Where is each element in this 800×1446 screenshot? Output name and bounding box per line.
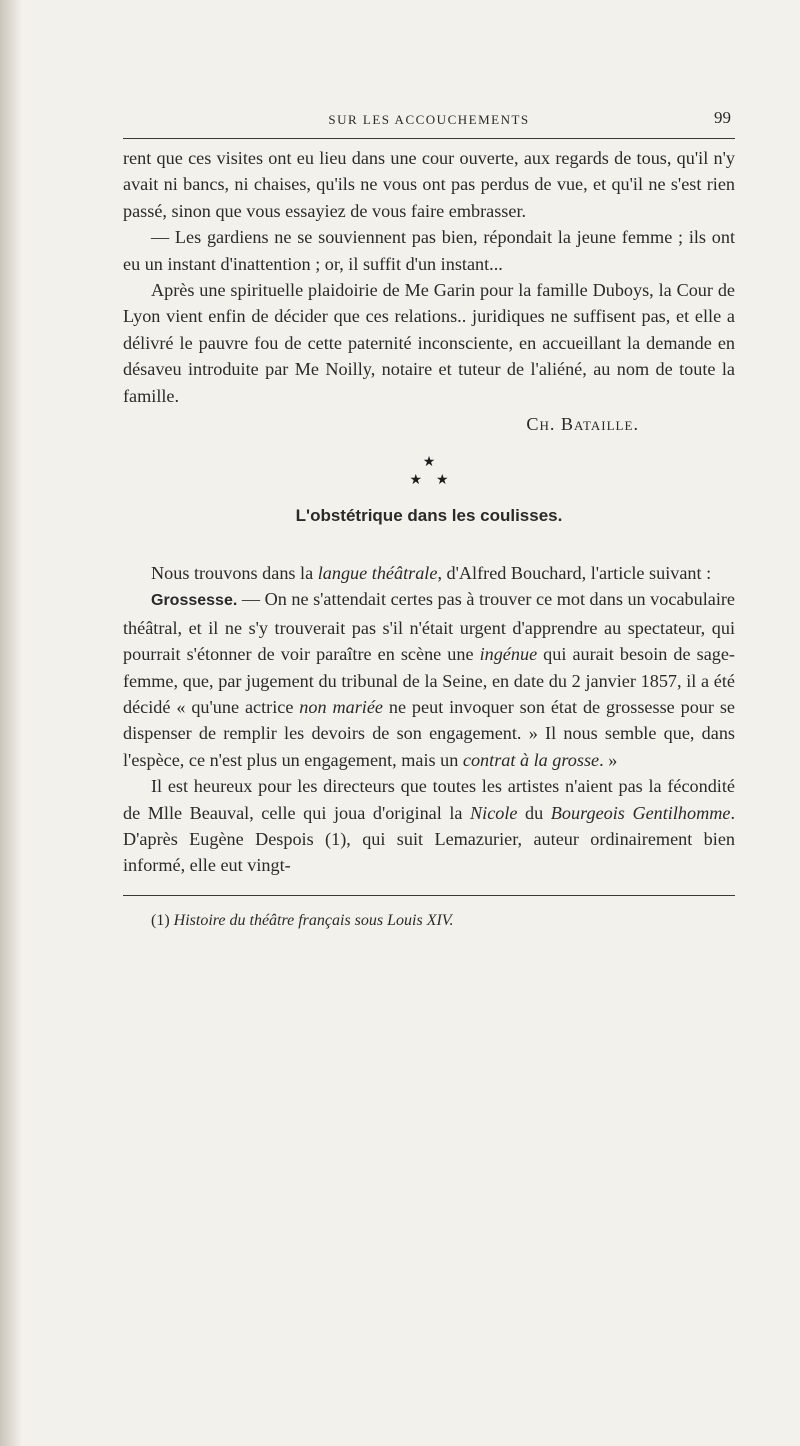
text-run: . D'après Eugène Despois (1), qui suit Lemazurier, auteur ordinairement bien informé, elle eut vingt- xyxy=(123,802,735,876)
emphasis: ingénue xyxy=(479,644,538,665)
running-head xyxy=(123,102,735,138)
text-run: ne peut invoquer son état de grossesse pour se dispenser de remplir les devoirs de son engagement. » Il nous semble que, dans l'espèce, ce n'est plus un engagement, mais un xyxy=(123,696,735,770)
text-run: . » xyxy=(599,749,618,770)
footnote-text: Histoire du théâtre français sous Louis XIV. xyxy=(173,911,454,929)
running-head-title: SUR LES ACCOUCHEMENTS xyxy=(328,112,530,127)
entry-headword: Grossesse. xyxy=(151,592,238,610)
body-text xyxy=(123,145,735,879)
header-rule xyxy=(123,138,735,139)
text-run: On ne s'attendait certes pas à trouver ce mot dans un vocabulaire théâtral, et il ne s'y trouverait pas s'il n'était urgent d'apprendre au spectateur, qui pourrait s'étonner de voir paraître en scène une xyxy=(123,589,736,665)
emphasis: Nicole xyxy=(470,802,518,823)
star-icon: ★ xyxy=(409,473,422,489)
author-signature: Ch. Bataille. xyxy=(526,414,639,435)
star-icon: ★ xyxy=(422,455,436,471)
emphasis: contrat à la grosse xyxy=(462,749,600,770)
text-run: qui aurait besoin de sage-femme, que, par jugement du tribunal de la Seine, en date du 2 janvier 1857, il a été décidé « qu'une actrice xyxy=(123,644,735,717)
star-icon: ★ xyxy=(436,473,449,489)
section-ornament xyxy=(123,455,735,489)
text-run: — xyxy=(237,589,265,610)
paragraph-continued: rent que ces visites ont eu lieu dans une cour ouverte, aux regards de tous, qu'il n'y avait ni bancs, ni chaises, qu'ils ne vous ont pas perdus de vue, et qu'il ne s'est rien passé, sinon que vous essayiez de vous faire embrasser. xyxy=(123,148,735,221)
emphasis: non mariée xyxy=(299,696,383,717)
page-number: 99 xyxy=(714,108,731,127)
book-spine-shadow xyxy=(0,0,22,1446)
emphasis: Bourgeois Gentilhomme xyxy=(550,802,731,823)
paragraph xyxy=(123,773,735,879)
text-run: Nous trouvons dans la xyxy=(151,562,318,583)
footnote xyxy=(123,910,735,932)
book-title: langue théâtrale xyxy=(317,562,438,583)
text-run: , d'Alfred Bouchard, l'article suivant : xyxy=(437,562,712,583)
paragraph xyxy=(123,560,735,586)
text-run: Il est heureux pour les directeurs que toutes les artistes n'aient pas la fécondité de Mlle Beauval, celle qui joua d'original la xyxy=(123,776,735,823)
footnote-rule xyxy=(123,895,735,896)
dictionary-entry xyxy=(123,586,735,773)
section-title: L'obstétrique dans les coulisses. xyxy=(295,506,563,526)
book-page xyxy=(123,102,735,932)
paragraph: — Les gardiens ne se souviennent pas bien, répondait la jeune femme ; ils ont eu un instant d'inattention ; or, il suffit d'un instant... xyxy=(123,227,735,274)
text-run: du xyxy=(517,802,551,823)
paragraph: Après une spirituelle plaidoirie de Me Garin pour la famille Duboys, la Cour de Lyon vient enfin de décider que ces relations.. juridiques ne suffisent pas, et elle a délivré le pauvre fou de cette paternité inconsciente, en accueillant la demande en désaveu introduite par Me Noilly, notaire et tuteur de l'aliéné, au nom de toute la famille. xyxy=(123,280,735,406)
footnote-marker: (1) xyxy=(151,911,174,929)
